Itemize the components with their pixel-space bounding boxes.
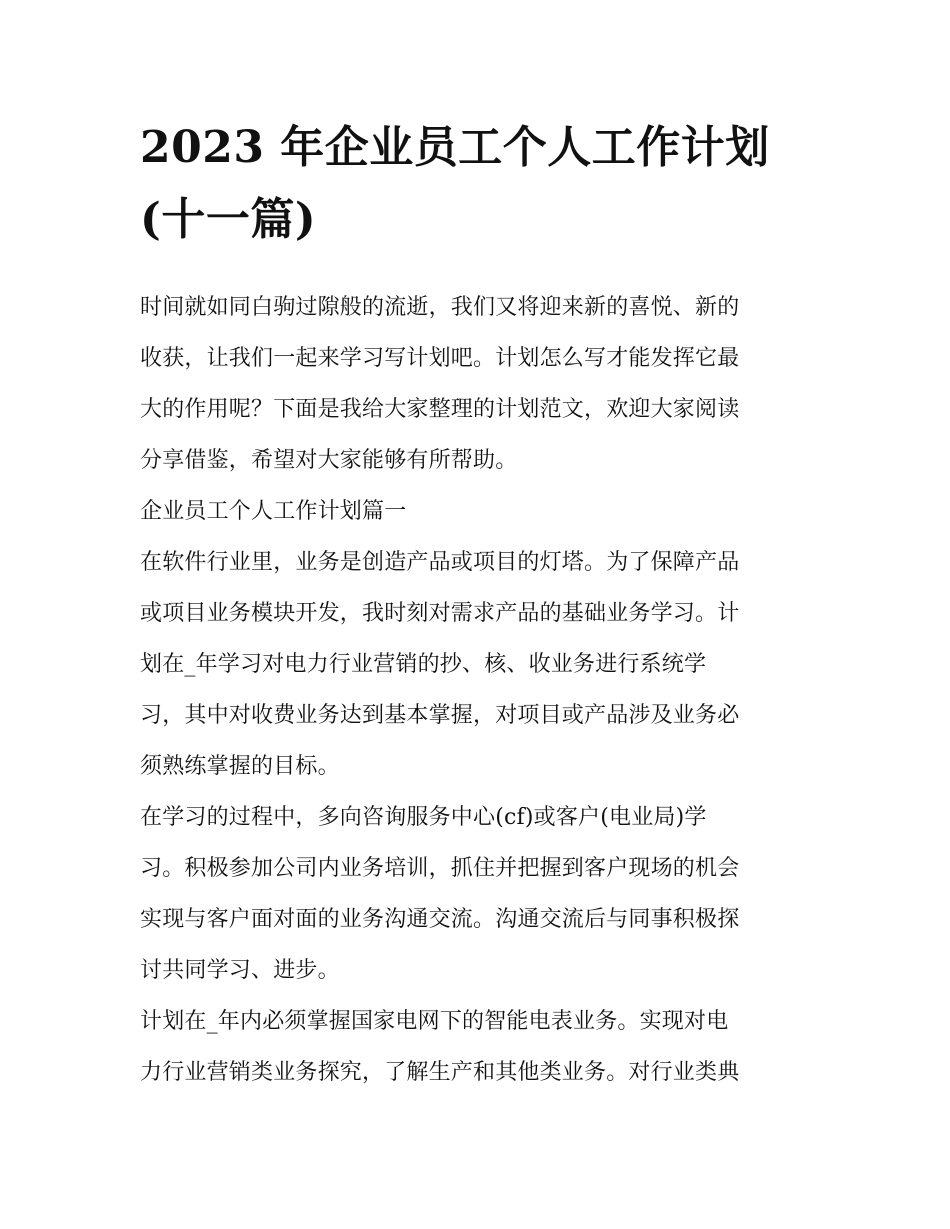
document-page [140,112,815,1098]
intro-paragraph: 时间就如同白驹过隙般的流逝，我们又将迎来新的喜悦、新的 收获，让我们一起来学习写计划吧。计划怎么写才能发挥它最 大的作用呢？下面是我给大家整理的计划范文，欢迎大家阅读 分享借鉴，希望对大家能够有所帮助。 [140,295,740,473]
section-heading: 企业员工个人工作计划篇一 [140,499,407,524]
body-paragraph: 在学习的过程中，多向咨询服务中心(cf)或客户(电业局)学 习。积极参加公司内业务培训，抓住并把握到客户现场的机会 实现与客户面对面的业务沟通交流。沟通交流后与同事积极探 讨共同学习、进步。 [140,805,740,983]
document-body [140,282,815,1098]
body-paragraph: 在软件行业里，业务是创造产品或项目的灯塔。为了保障产品 或项目业务模块开发，我时刻对需求产品的基础业务学习。计 划在_年学习对电力行业营销的抄、核、收业务进行系统学 习，其中对收费业务达到基本掌握，对项目或产品涉及业务必 须熟练掌握的目标。 [140,550,740,779]
document-title: 2023 年企业员工个人工作计划 (十一篇) [140,122,770,245]
body-paragraph: 计划在_年内必须掌握国家电网下的智能电表业务。实现对电 力行业营销类业务探究，了解生产和其他类业务。对行业类典 [140,1009,740,1085]
